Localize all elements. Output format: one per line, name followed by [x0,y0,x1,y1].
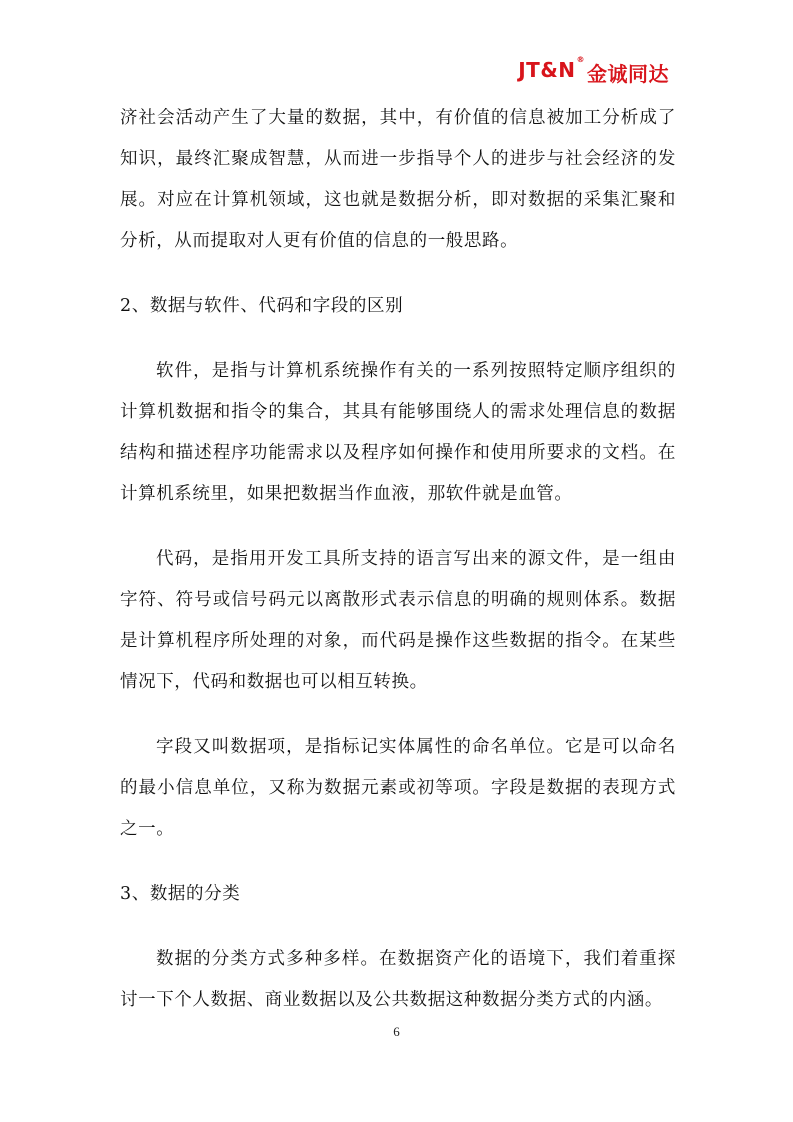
paragraph-code: 代码，是指用开发工具所支持的语言写出来的源文件，是一组由字符、符号或信号码元以离散形式表示信息的明确的规则体系。数据是计算机程序所处理的对象，而代码是操作这些数据的指令。在某些情况下，代码和数据也可以相互转换。 [120,549,676,692]
paragraph-classification: 数据的分类方式多种多样。在数据资产化的语境下，我们着重探讨一下个人数据、商业数据以及公共数据这种数据分类方式的内涵。 [120,949,676,1010]
paragraph-continuation: 济社会活动产生了大量的数据，其中，有价值的信息被加工分析成了知识，最终汇聚成智慧，从而进一步指导个人的进步与社会经济的发展。对应在计算机领域，这也就是数据分析，即对数据的采集汇聚和分析，从而提取对人更有价值的信息的一般思路。 [120,108,676,251]
company-logo [518,55,669,87]
section-heading-3: 3、数据的分类 [120,884,241,904]
paragraph-field: 字段又叫数据项，是指标记实体属性的命名单位。它是可以命名的最小信息单位，又称为数据元素或初等项。字段是数据的表现方式之一。 [120,737,676,839]
document-body [120,98,676,1045]
paragraph-software: 软件，是指与计算机系统操作有关的一系列按照特定顺序组织的计算机数据和指令的集合，其具有能够围绕人的需求处理信息的数据结构和描述程序功能需求以及程序如何操作和使用所要求的文档。在计算机系统里，如果把数据当作血液，那软件就是血管。 [120,361,676,504]
logo-chinese-text: 金诚同达 [587,62,669,86]
section-heading-2: 2、数据与软件、代码和字段的区别 [120,296,404,316]
logo-latin-text: JT&N [518,58,576,82]
logo-registered-mark: ® [576,55,585,64]
page-number: 6 [393,1024,400,1039]
